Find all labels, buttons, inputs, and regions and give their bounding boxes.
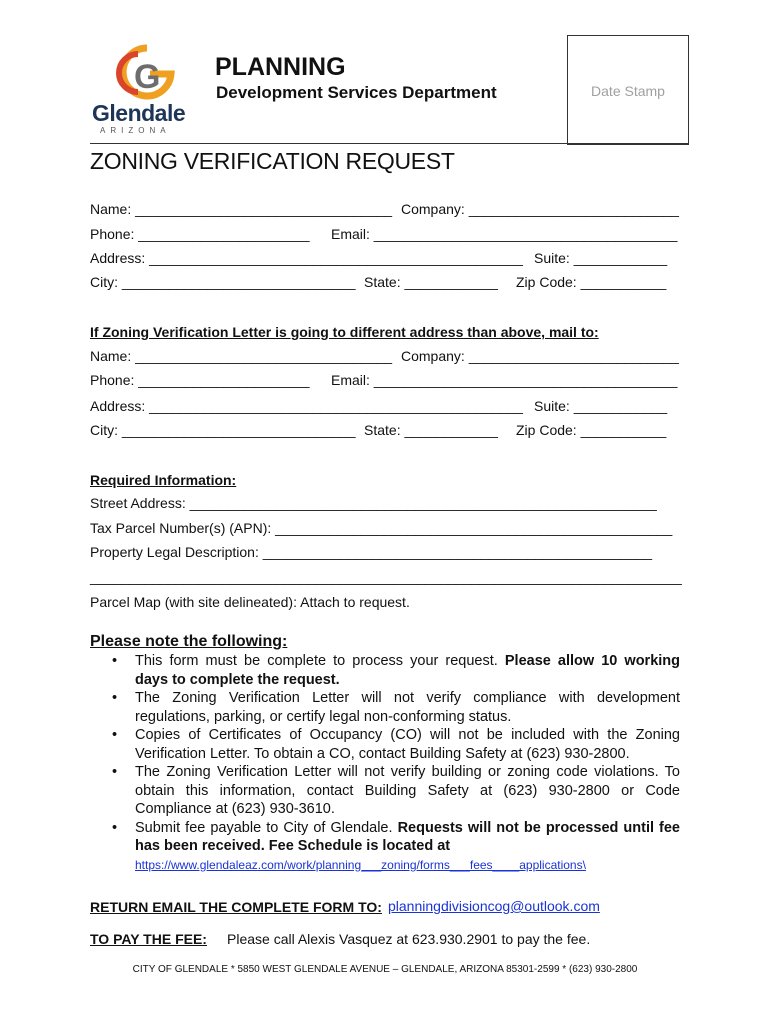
parcel-map-note: Parcel Map (with site delineated): Attach to request. [90,594,410,610]
mail-city-field[interactable]: City: ______________________________ [90,422,356,438]
mail-name-field[interactable]: Name: _________________________________ [90,348,393,364]
bullet-icon: • [112,819,118,836]
note-1-text: This form must be complete to process your request. [135,653,505,669]
note-5-text: Submit fee payable to City of Glendale. [135,819,398,836]
date-stamp-box [567,35,689,145]
form-title: ZONING VERIFICATION REQUEST [90,148,455,174]
street-address-field[interactable]: Street Address: ____________________________________________________________ [90,495,657,511]
bullet-icon: • [112,653,118,669]
mail-email-field[interactable]: Email: _______________________________________ [331,372,678,388]
note-5-bold: Requests will not be processed until fee has been received. Fee Schedule is located at [135,819,680,854]
svg-text:G: G [134,58,161,96]
mail-suite-field[interactable]: Suite: ____________ [534,398,668,414]
email-field[interactable]: Email: _______________________________________ [331,226,678,242]
notes-list [90,652,680,874]
bullet-icon: • [112,727,118,743]
glendale-logo [92,44,202,134]
logo-wordmark: Glendale [92,100,186,126]
return-email-label: RETURN EMAIL THE COMPLETE FORM TO: [90,899,382,915]
name-field[interactable]: Name: _________________________________ [90,201,393,217]
mail-phone-field[interactable]: Phone: ______________________ [90,372,310,388]
date-stamp-label: Date Stamp [591,83,665,99]
required-info-heading: Required Information: [90,472,237,488]
glendale-g-icon [92,44,202,104]
bullet-icon: • [112,764,118,780]
company-field[interactable]: Company: ___________________________ [401,201,679,217]
pay-fee-text: Please call Alexis Vasquez at 623.930.2901 to pay the fee. [227,931,591,947]
address-field[interactable]: Address: ________________________________________________ [90,250,523,266]
note-2-text: The Zoning Verification Letter will not verify compliance with development regulations, parking, or certify legal non-conforming status. [135,690,680,725]
mail-company-field[interactable]: Company: ___________________________ [401,348,679,364]
note-4-text: The Zoning Verification Letter will not verify building or zoning code violations. To obtain this information, contact Building Safety at (623) 930-2800 or Code Compliance at (623) 930-3610. [135,764,680,817]
pay-fee-label: TO PAY THE FEE: [90,931,207,947]
bullet-icon: • [112,690,118,706]
phone-field[interactable]: Phone: ______________________ [90,226,310,242]
note-3-text: Copies of Certificates of Occupancy (CO) will not be included with the Zoning Verification Letter. To obtain a CO, contact Building Safety at (623) 930-2800. [135,727,680,762]
fee-schedule-link[interactable]: https://www.glendaleaz.com/work/planning___zoning/forms___fees____applications\ [135,857,586,872]
mail-zip-field[interactable]: Zip Code: ___________ [516,422,667,438]
footer-address: CITY OF GLENDALE * 5850 WEST GLENDALE AVENUE – GLENDALE, ARIZONA 85301-2599 * (623) 930-2800 [132,964,638,975]
apn-field[interactable]: Tax Parcel Number(s) (APN): ___________________________________________________ [90,520,673,536]
note-item [90,652,680,689]
note-1-bold: Please allow 10 working days to complete the request. [135,653,681,688]
department-title: Development Services Department [216,83,497,102]
suite-field[interactable]: Suite: ____________ [534,250,668,266]
notes-heading: Please note the following: [90,633,288,650]
note-item [90,726,680,763]
mail-state-field[interactable]: State: ____________ [364,422,498,438]
planning-title: PLANNING [215,53,346,81]
mail-address-field[interactable]: Address: ________________________________________________ [90,398,523,414]
city-field[interactable]: City: ______________________________ [90,274,356,290]
note-item [90,763,680,819]
state-field[interactable]: State: ____________ [364,274,498,290]
note-item [90,689,680,726]
legal-description-field[interactable]: Property Legal Description: __________________________________________________ [90,544,653,560]
zip-field[interactable]: Zip Code: ___________ [516,274,667,290]
return-email-link[interactable]: planningdivisioncog@outlook.com [388,898,600,914]
note-item [90,819,680,875]
logo-subtitle: ARIZONA [100,126,171,135]
legal-description-line2[interactable]: ____________________________________________________________________________ [90,569,682,585]
mail-to-heading: If Zoning Verification Letter is going to different address than above, mail to: [90,324,599,340]
